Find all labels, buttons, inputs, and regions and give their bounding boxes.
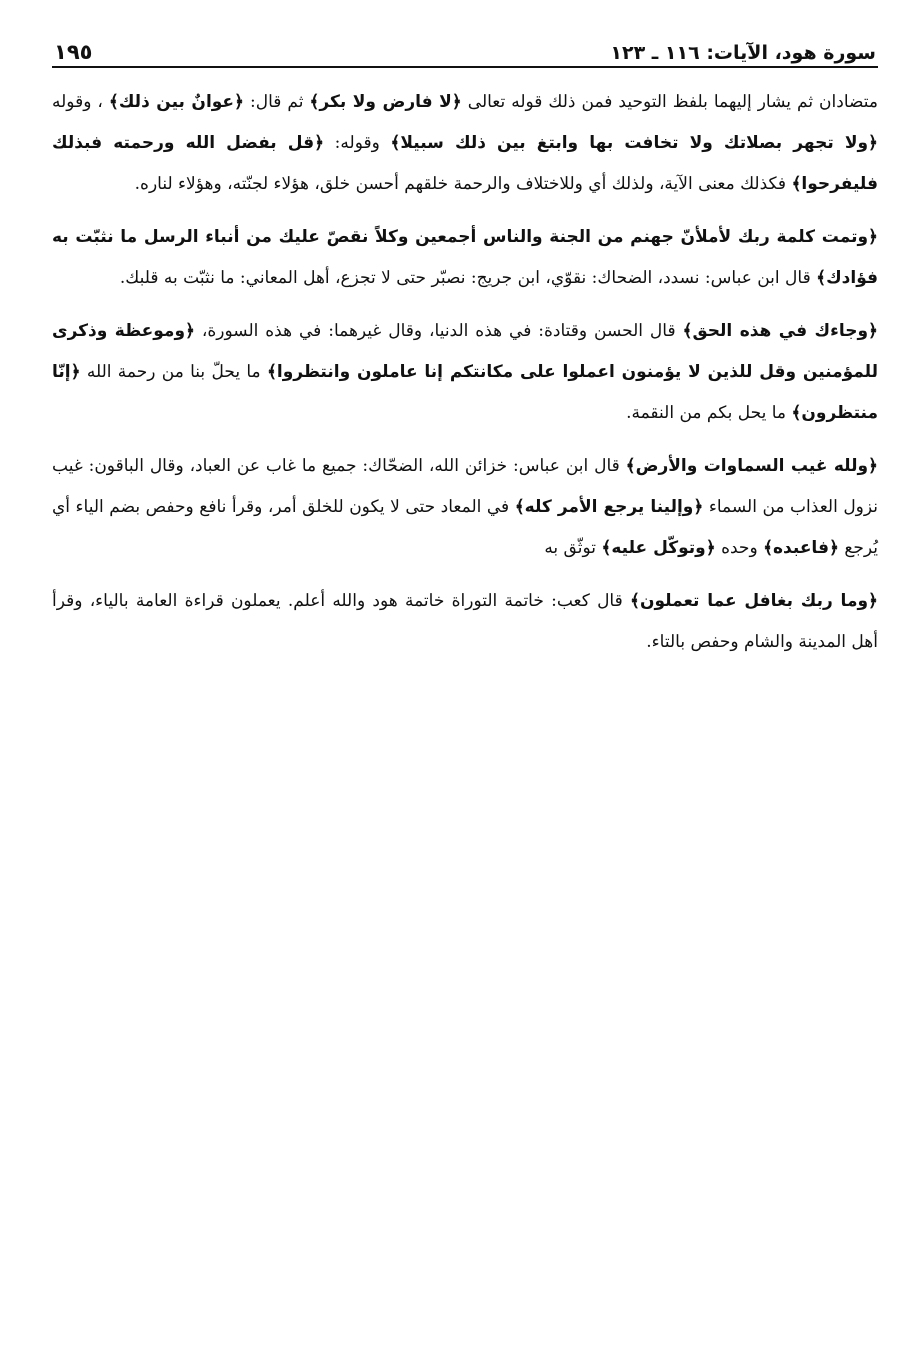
quran-verse: ﴿وموعظة وذكرى للمؤمنين وقل للذين لا يؤمنون اعملوا على مكانتكم إنا عاملون وانتظروا﴾ (52, 321, 878, 382)
quran-verse: ﴿إنّا منتظرون﴾ (52, 362, 878, 423)
quran-verse: ﴿لا فارض ولا بكر﴾ (309, 92, 462, 112)
commentary-text: فكذلك معنى الآية، ولذلك أي وللاختلاف والرحمة خلقهم أحسن خلق، هؤلاء لجنّته، وهؤلاء لناره. (134, 174, 792, 194)
commentary-text: متضادان ثم يشار إليهما بلفظ التوحيد فمن ذلك قوله تعالى (461, 92, 878, 112)
quran-verse: ﴿عوانٌ بين ذلك﴾ (108, 92, 244, 112)
quran-verse: ﴿وما ربك بغافل عما تعملون﴾ (630, 591, 878, 611)
commentary-text: وحده (715, 538, 764, 558)
commentary-text: وقوله: (324, 133, 391, 153)
commentary-text: ثم قال: (244, 92, 310, 112)
document-page (52, 26, 878, 675)
page-header (52, 26, 878, 68)
quran-verse: ﴿وجاءك في هذه الحق﴾ (682, 321, 878, 341)
quran-verse: ﴿وإلينا يرجع الأمر كله﴾ (514, 497, 704, 517)
commentary-text: قال ابن عباس: خزائن الله، الضحّاك: جميع ما غاب عن العباد، وقال الباقون: غيب نزول العذاب من السماء (52, 456, 878, 517)
quran-verse: ﴿قل بفضل الله ورحمته فبذلك فليفرحوا﴾ (52, 133, 878, 194)
quran-verse: ﴿ولا تجهر بصلاتك ولا تخافت بها وابتغ بين ذلك سبيلا﴾ (390, 133, 879, 153)
quran-verse: ﴿ولله غيب السماوات والأرض﴾ (625, 456, 878, 476)
quran-verse: ﴿وتوكّل عليه﴾ (601, 538, 716, 558)
commentary-text: قال الحسن وقتادة: في هذه الدنيا، وقال غيرهما: في هذه السورة، (194, 321, 683, 341)
running-title: سورة هود، الآيات: ١١٦ ـ ١٢٣ (610, 42, 876, 64)
commentary-text: في المعاد حتى لا يكون للخلق أمر، وقرأ نافع وحفص بضم الياء أي يُرجع (52, 497, 878, 558)
quran-verse: ﴿فاعبده﴾ (763, 538, 839, 558)
body-text (52, 82, 878, 663)
paragraph (52, 82, 878, 205)
commentary-text: ما يحل بكم من النقمة. (626, 403, 792, 423)
commentary-text: قال كعب: خاتمة التوراة خاتمة هود والله أعلم. يعملون قراءة العامة بالياء، وقرأ أهل المدينة والشام وحفص بالتاء. (52, 591, 878, 652)
commentary-text: ما يحلّ بنا من رحمة الله (80, 362, 267, 382)
commentary-text: قال ابن عباس: نسدد، الضحاك: نقوّي، ابن جريج: نصبّر حتى لا تجزع، أهل المعاني: ما نثبّت به قلبك. (119, 268, 817, 288)
commentary-text: ، وقوله (52, 92, 109, 112)
paragraph (52, 446, 878, 569)
paragraph (52, 581, 878, 663)
paragraph (52, 217, 878, 299)
commentary-text: توثّق به (544, 538, 602, 558)
paragraph (52, 311, 878, 434)
quran-verse: ﴿وتمت كلمة ربك لأملأنّ جهنم من الجنة والناس أجمعين وكلاً نقصّ عليك من أنباء الرسل ما نثبّت به فؤادك﴾ (52, 227, 878, 288)
page-number: ١٩٥ (54, 40, 93, 64)
